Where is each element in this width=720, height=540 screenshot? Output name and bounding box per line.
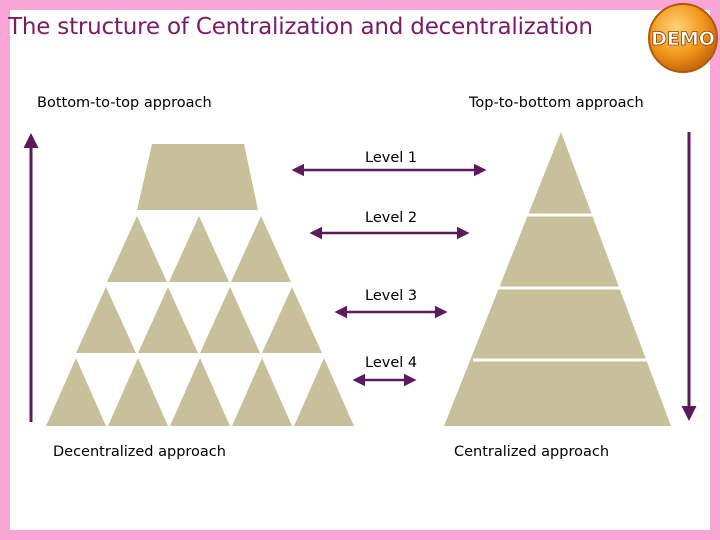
- top-to-bottom-heading: Top-to-bottom approach: [469, 95, 644, 111]
- bottom-to-top-heading: Bottom-to-top approach: [37, 95, 212, 111]
- demo-badge-text: DEMO: [651, 28, 715, 50]
- decentralized-caption: Decentralized approach: [53, 444, 226, 460]
- triangle-block: [108, 358, 168, 426]
- triangle-block: [231, 216, 291, 282]
- triangle-block: [294, 358, 354, 426]
- triangle-block: [76, 287, 136, 353]
- triangle-block: [169, 216, 229, 282]
- slide-title: The structure of Centralization and decentralization: [8, 14, 593, 40]
- centralized-caption: Centralized approach: [454, 444, 610, 460]
- top-trapezoid-block: [137, 144, 258, 210]
- level-1-label: Level 1: [365, 150, 418, 166]
- level-4-label: Level 4: [365, 355, 418, 371]
- triangle-block: [232, 358, 292, 426]
- triangle-block: [262, 287, 322, 353]
- centralized-pyramid: [444, 132, 671, 426]
- triangle-block: [138, 287, 198, 353]
- triangle-block: [170, 358, 230, 426]
- triangle-block: [107, 216, 167, 282]
- level-3-label: Level 3: [365, 288, 418, 304]
- level-2-label: Level 2: [365, 210, 418, 226]
- triangle-block: [46, 358, 106, 426]
- triangle-block: [200, 287, 260, 353]
